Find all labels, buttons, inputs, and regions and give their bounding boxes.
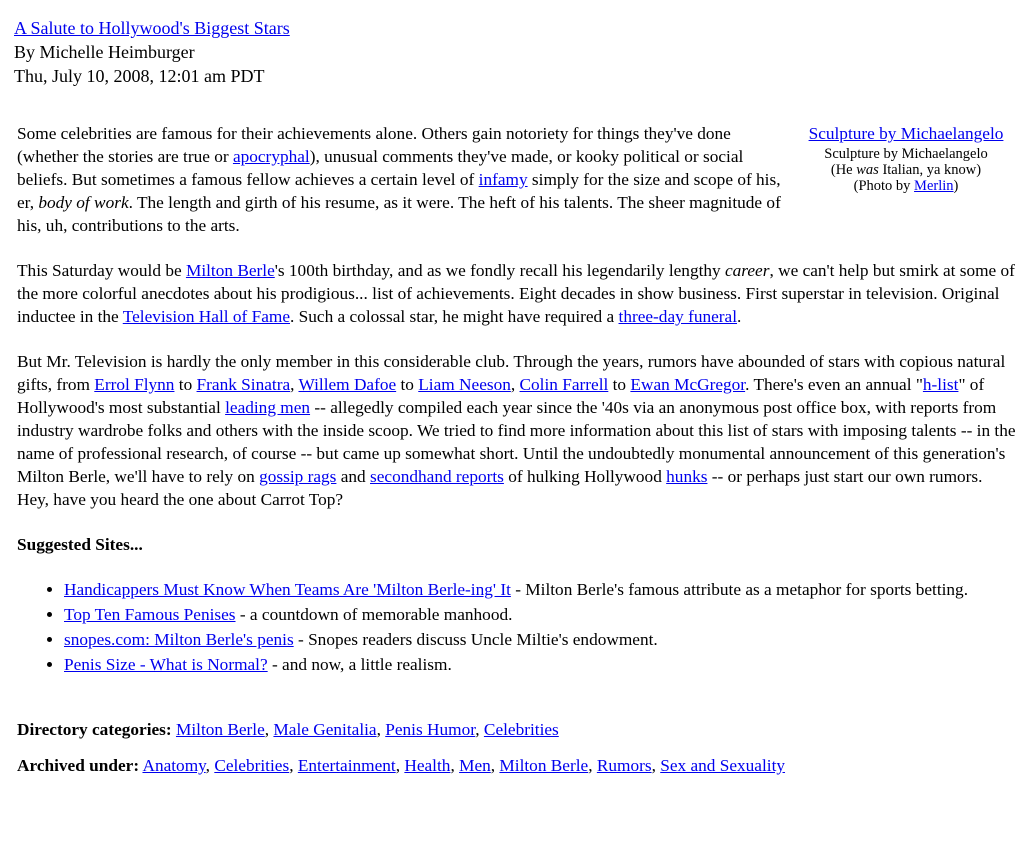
- archive-link[interactable]: Milton Berle: [499, 756, 589, 775]
- photo-link[interactable]: Sculpture by Michaelangelo: [808, 124, 1004, 143]
- paragraph-3: [17, 350, 1017, 511]
- photo-caption-box: [795, 122, 1017, 194]
- suggested-site-link[interactable]: snopes.com: Milton Berle's penis: [64, 630, 294, 649]
- archive-link[interactable]: Anatomy: [142, 756, 206, 775]
- photo-credit-link[interactable]: Merlin: [914, 178, 954, 194]
- link-leading-men[interactable]: leading men: [225, 398, 311, 417]
- category-link[interactable]: Male Genitalia: [273, 720, 377, 739]
- suggested-site-link[interactable]: Penis Size - What is Normal?: [64, 655, 268, 674]
- text: ,: [290, 375, 299, 394]
- article-title-link[interactable]: A Salute to Hollywood's Biggest Stars: [14, 18, 290, 38]
- link-colin-farrell[interactable]: Colin Farrell: [519, 375, 609, 394]
- suggested-site-link[interactable]: Top Ten Famous Penises: [64, 605, 236, 624]
- link-milton-berle[interactable]: Milton Berle: [185, 261, 275, 280]
- text: ,: [510, 375, 520, 394]
- link-errol-flynn[interactable]: Errol Flynn: [94, 375, 175, 394]
- text: simply for the size and scope of his, er,: [17, 170, 781, 212]
- text: and: [336, 467, 371, 486]
- text: , we can't help but smirk at some of the more colorful anecdotes about his prodigious... list of achievements. Eight decades in show business. First superstar in television. Original inductee in the: [17, 261, 1015, 326]
- text: to: [174, 375, 197, 394]
- directory-categories: Directory categories: Milton Berle, Male Genitalia, Penis Humor, Celebrities: [17, 720, 559, 739]
- archive-link[interactable]: Men: [459, 756, 491, 775]
- text: . There's even an annual ": [745, 375, 923, 394]
- text: .: [737, 307, 742, 326]
- caption-text: (He: [830, 162, 857, 178]
- caption-emphasis: was: [856, 162, 879, 178]
- archive-link[interactable]: Health: [404, 756, 451, 775]
- link-willem-dafoe[interactable]: Willem Dafoe: [298, 375, 397, 394]
- site-description: - a countdown of memorable manhood.: [235, 605, 513, 624]
- photo-credit-text: ): [953, 178, 959, 194]
- caption-text: Italian, ya know): [878, 162, 982, 178]
- site-description: - and now, a little realism.: [267, 655, 452, 674]
- category-link[interactable]: Penis Humor: [385, 720, 476, 739]
- article-body: [17, 122, 1017, 777]
- archive-link[interactable]: Celebrities: [214, 756, 290, 775]
- emphasis: body of work: [38, 193, 129, 212]
- photo-caption: Sculpture by Michaelangelo: [824, 146, 988, 162]
- site-description: - Milton Berle's famous attribute as a metaphor for sports betting.: [510, 580, 969, 599]
- photo-credit-text: (Photo by: [853, 178, 915, 194]
- article-header: [14, 16, 290, 88]
- text: . Such a colossal star, he might have required a: [290, 307, 619, 326]
- link-apocryphal[interactable]: apocryphal: [232, 147, 310, 166]
- link-secondhand-reports[interactable]: secondhand reports: [370, 467, 504, 486]
- suggested-sites-list: [17, 578, 1017, 676]
- list-item: [64, 578, 1017, 601]
- link-three-day-funeral[interactable]: three-day funeral: [618, 307, 738, 326]
- archived-under: Archived under: Anatomy, Celebrities, Entertainment, Health, Men, Milton Berle, Rumors, Sex and Sexuality: [17, 756, 786, 775]
- emphasis: career: [724, 261, 770, 280]
- text: " of Hollywood's most substantial: [17, 375, 985, 417]
- text: to: [608, 375, 631, 394]
- text: -- allegedly compiled each year since the '40s via an anonymous post office box, with reports from industry wardrobe folks and others with the inside scoop. We tried to find more information about this list of stars with imposing talents -- in the name of professional research, of course -- but came up somewhat short. Until the undoubtedly monumental announcement of this generation's Milton Berle, we'll have to rely on: [17, 398, 1016, 486]
- list-item: [64, 628, 1017, 651]
- link-frank-sinatra[interactable]: Frank Sinatra: [196, 375, 291, 394]
- paragraph-2: [17, 259, 1017, 328]
- text: This Saturday would be: [17, 261, 186, 280]
- list-item: [64, 653, 1017, 676]
- link-liam-neeson[interactable]: Liam Neeson: [418, 375, 511, 394]
- link-h-list[interactable]: h-list: [922, 375, 959, 394]
- archived-label: Archived under:: [17, 756, 140, 775]
- text: Some celebrities are famous for their achievements alone. Others gain notoriety for things they've done (whether the stories are true or: [17, 124, 731, 166]
- archive-link[interactable]: Entertainment: [297, 756, 396, 775]
- category-link[interactable]: Celebrities: [483, 720, 559, 739]
- suggested-sites-heading: Suggested Sites...: [17, 535, 143, 554]
- directory-label: Directory categories:: [17, 720, 172, 739]
- archive-link[interactable]: Rumors: [596, 756, 652, 775]
- suggested-site-link[interactable]: Handicappers Must Know When Teams Are 'Milton Berle-ing' It: [64, 580, 511, 599]
- link-hunks[interactable]: hunks: [666, 467, 708, 486]
- text: But Mr. Television is hardly the only member in this considerable club. Through the years, rumors have abounded of stars with copious natural gifts, from: [17, 352, 1006, 394]
- text: 's 100th birthday, and as we fondly recall his legendarily lengthy: [274, 261, 725, 280]
- archive-link[interactable]: Sex and Sexuality: [660, 756, 786, 775]
- publish-date: Thu, July 10, 2008, 12:01 am PDT: [14, 66, 265, 86]
- text: ), unusual comments they've made, or kooky political or social beliefs. But sometimes a famous fellow achieves a certain level of: [17, 147, 744, 189]
- category-link[interactable]: Milton Berle: [175, 720, 265, 739]
- link-infamy[interactable]: infamy: [478, 170, 528, 189]
- link-ewan-mcgregor[interactable]: Ewan McGregor: [630, 375, 746, 394]
- text: to: [396, 375, 419, 394]
- site-description: - Snopes readers discuss Uncle Miltie's endowment.: [293, 630, 658, 649]
- byline: By Michelle Heimburger: [14, 42, 195, 62]
- link-gossip-rags[interactable]: gossip rags: [259, 467, 337, 486]
- list-item: [64, 603, 1017, 626]
- text: of hulking Hollywood: [503, 467, 667, 486]
- link-tv-hall-of-fame[interactable]: Television Hall of Fame: [122, 307, 290, 326]
- text: . The length and girth of his resume, as it were. The heft of his talents. The sheer magnitude of his, uh, contributions to the arts.: [17, 193, 781, 235]
- text: -- or perhaps just start our own rumors. Hey, have you heard the one about Carrot Top?: [17, 467, 983, 509]
